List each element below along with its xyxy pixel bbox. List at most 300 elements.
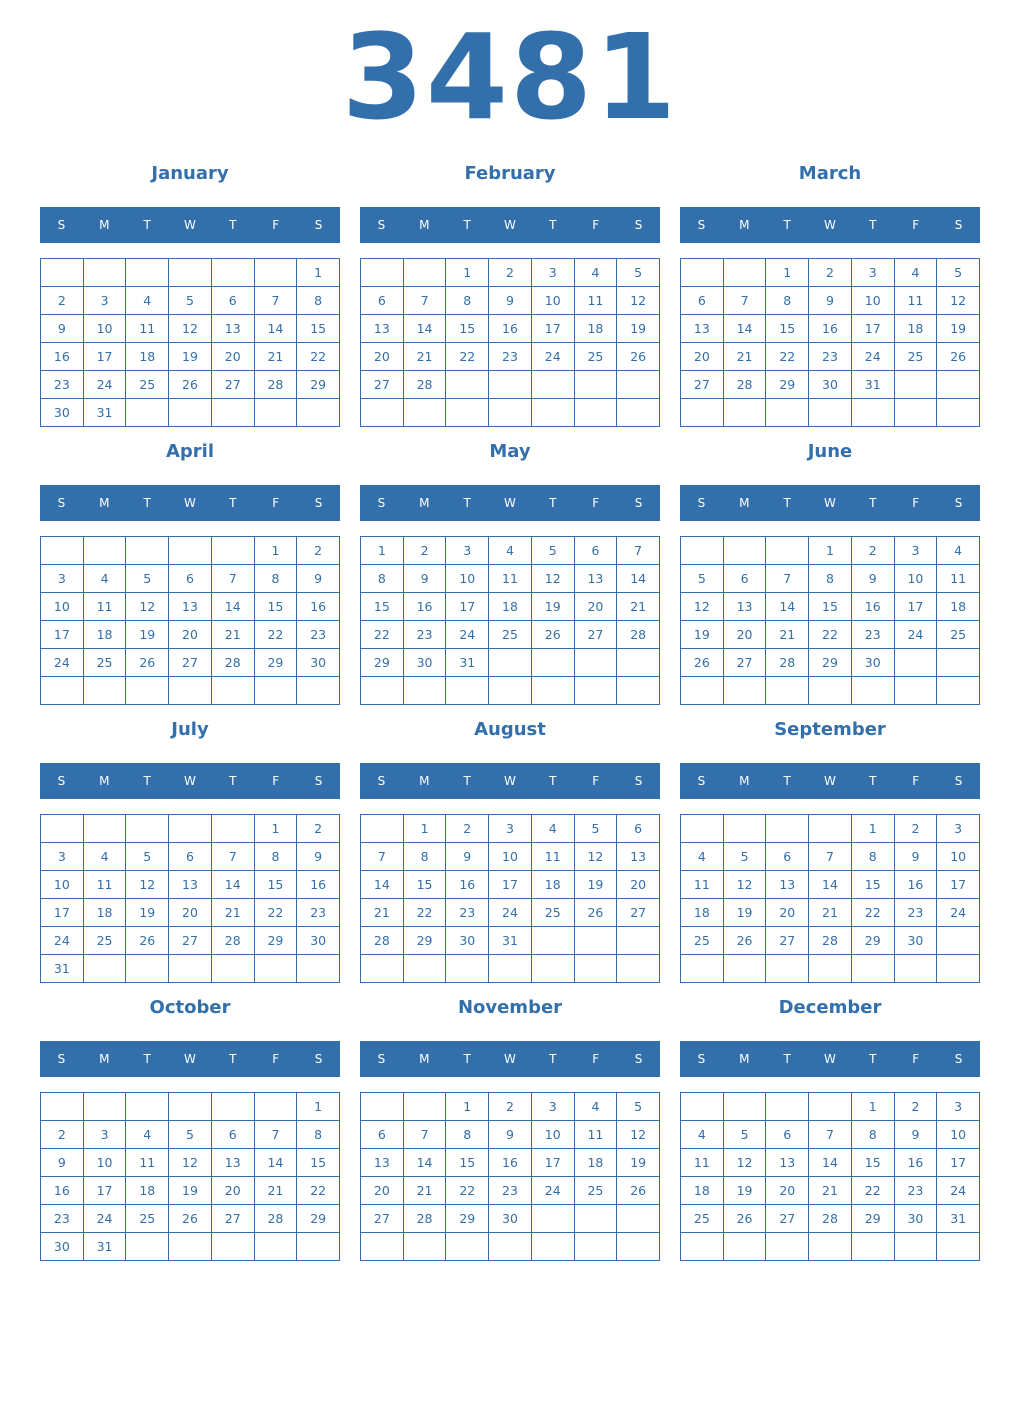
day-cell: 16 [446,871,489,899]
empty-day-cell [404,677,447,705]
day-cell: 23 [297,621,340,649]
weekday-header [360,1041,660,1077]
day-cell: 12 [126,593,169,621]
empty-day-cell [724,537,767,565]
day-cell: 9 [41,1149,84,1177]
day-cell: 12 [724,871,767,899]
day-cell: 6 [169,565,212,593]
day-cell: 19 [126,621,169,649]
month-name: February [464,163,556,184]
day-cell: 18 [681,899,724,927]
day-cell: 13 [575,565,618,593]
weekday-label: T [229,1052,237,1066]
day-cell: 14 [809,871,852,899]
day-cell: 14 [361,871,404,899]
day-cell: 20 [575,593,618,621]
day-cell: 20 [169,899,212,927]
weekday-label: T [869,774,877,788]
day-cell: 12 [724,1149,767,1177]
day-cell: 9 [446,843,489,871]
weekday-label: T [549,496,557,510]
day-cell: 25 [126,1205,169,1233]
empty-day-cell [297,955,340,983]
day-cell: 10 [532,287,575,315]
day-cell: 15 [766,315,809,343]
day-cell: 26 [724,1205,767,1233]
day-cell: 2 [446,815,489,843]
day-cell: 22 [446,1177,489,1205]
empty-day-cell [681,537,724,565]
empty-day-cell [84,259,127,287]
weekday-header [360,485,660,521]
day-cell: 21 [617,593,660,621]
empty-day-cell [446,677,489,705]
day-cell: 25 [84,649,127,677]
day-cell: 3 [489,815,532,843]
month-september [680,716,980,982]
weekday-label: S [314,1052,323,1066]
weekday-label: S [954,774,963,788]
month-january [40,160,340,426]
day-cell: 26 [617,343,660,371]
day-cell: 28 [809,1205,852,1233]
day-cell: 3 [937,815,980,843]
day-cell: 6 [575,537,618,565]
empty-day-cell [41,537,84,565]
empty-day-cell [809,1093,852,1121]
day-cell: 20 [617,871,660,899]
day-cell: 14 [212,593,255,621]
day-cell: 8 [446,287,489,315]
day-cell: 7 [255,1121,298,1149]
weekday-label: M [739,774,750,788]
day-cell: 29 [297,371,340,399]
empty-day-cell [41,815,84,843]
day-cell: 19 [169,343,212,371]
weekday-label: M [419,218,430,232]
day-cell: 21 [255,1177,298,1205]
month-name: January [151,163,229,184]
day-cell: 13 [681,315,724,343]
day-cell: 22 [766,343,809,371]
day-cell: 30 [852,649,895,677]
day-cell: 17 [937,1149,980,1177]
month-august [360,716,660,982]
day-cell: 25 [575,343,618,371]
day-cell: 2 [41,1121,84,1149]
empty-day-cell [489,1233,532,1261]
empty-day-cell [84,815,127,843]
empty-day-cell [895,371,938,399]
day-cell: 18 [126,1177,169,1205]
day-cell: 5 [681,565,724,593]
day-cell: 28 [617,621,660,649]
weekday-label: T [869,1052,877,1066]
day-cell: 9 [809,287,852,315]
day-cell: 24 [937,899,980,927]
day-cell: 23 [446,899,489,927]
weekday-label: M [99,774,110,788]
day-cell: 29 [255,927,298,955]
weekday-label: W [184,774,196,788]
day-cell: 6 [617,815,660,843]
day-cell: 12 [575,843,618,871]
day-cell: 24 [41,649,84,677]
weekday-label: F [272,218,280,232]
weekday-label: F [912,496,920,510]
weekday-label: T [143,774,151,788]
day-cell: 4 [84,843,127,871]
day-cell: 11 [575,287,618,315]
day-cell: 2 [852,537,895,565]
day-cell: 13 [361,315,404,343]
day-cell: 29 [297,1205,340,1233]
day-cell: 27 [212,371,255,399]
days-grid [680,536,980,705]
day-cell: 24 [532,1177,575,1205]
empty-day-cell [169,677,212,705]
empty-day-cell [937,649,980,677]
day-cell: 25 [895,343,938,371]
day-cell: 13 [169,871,212,899]
day-cell: 17 [489,871,532,899]
days-grid [360,536,660,705]
empty-day-cell [126,1093,169,1121]
day-cell: 24 [937,1177,980,1205]
day-cell: 2 [489,1093,532,1121]
weekday-label: W [184,1052,196,1066]
day-cell: 10 [532,1121,575,1149]
day-cell: 4 [84,565,127,593]
day-cell: 5 [724,1121,767,1149]
day-cell: 1 [766,259,809,287]
day-cell: 22 [852,1177,895,1205]
day-cell: 15 [255,593,298,621]
empty-day-cell [41,677,84,705]
day-cell: 11 [84,593,127,621]
day-cell: 5 [575,815,618,843]
weekday-label: T [783,774,791,788]
day-cell: 18 [84,621,127,649]
day-cell: 19 [617,1149,660,1177]
day-cell: 8 [297,287,340,315]
weekday-label: W [824,496,836,510]
day-cell: 9 [297,843,340,871]
empty-day-cell [212,1233,255,1261]
empty-day-cell [446,371,489,399]
day-cell: 14 [255,315,298,343]
day-cell: 5 [169,287,212,315]
weekday-label: T [229,218,237,232]
empty-day-cell [809,399,852,427]
empty-day-cell [84,537,127,565]
day-cell: 3 [41,843,84,871]
day-cell: 28 [255,371,298,399]
empty-day-cell [532,1205,575,1233]
day-cell: 13 [361,1149,404,1177]
month-name: April [165,441,215,462]
weekday-label: W [504,1052,516,1066]
empty-day-cell [532,371,575,399]
month-october [40,994,340,1260]
day-cell: 16 [404,593,447,621]
day-cell: 30 [297,649,340,677]
day-cell: 18 [937,593,980,621]
day-cell: 21 [404,1177,447,1205]
month-name: July [171,719,209,740]
weekday-label: F [592,1052,600,1066]
day-cell: 25 [126,371,169,399]
day-cell: 23 [895,1177,938,1205]
empty-day-cell [617,1233,660,1261]
day-cell: 2 [41,287,84,315]
day-cell: 2 [297,537,340,565]
day-cell: 24 [84,371,127,399]
day-cell: 6 [766,1121,809,1149]
day-cell: 3 [852,259,895,287]
empty-day-cell [617,399,660,427]
day-cell: 6 [361,1121,404,1149]
empty-day-cell [809,1233,852,1261]
day-cell: 28 [404,1205,447,1233]
day-cell: 1 [297,1093,340,1121]
day-cell: 1 [297,259,340,287]
weekday-label: S [57,1052,66,1066]
empty-day-cell [126,537,169,565]
day-cell: 6 [681,287,724,315]
empty-day-cell [766,1093,809,1121]
empty-day-cell [532,399,575,427]
empty-day-cell [169,1233,212,1261]
day-cell: 2 [895,815,938,843]
day-cell: 18 [84,899,127,927]
weekday-label: S [57,496,66,510]
day-cell: 26 [126,927,169,955]
empty-day-cell [937,927,980,955]
day-cell: 29 [446,1205,489,1233]
day-cell: 14 [617,565,660,593]
month-name: May [489,441,531,462]
day-cell: 26 [169,371,212,399]
day-cell: 12 [169,315,212,343]
empty-day-cell [617,649,660,677]
day-cell: 2 [404,537,447,565]
weekday-label: S [697,496,706,510]
weekday-header [40,1041,340,1077]
day-cell: 11 [681,871,724,899]
weekday-header [360,207,660,243]
day-cell: 31 [852,371,895,399]
weekday-label: S [377,496,386,510]
month-june [680,438,980,704]
empty-day-cell [361,1093,404,1121]
empty-day-cell [532,677,575,705]
day-cell: 8 [361,565,404,593]
day-cell: 9 [895,843,938,871]
empty-day-cell [532,927,575,955]
months-grid [40,160,980,1260]
day-cell: 1 [255,537,298,565]
day-cell: 22 [255,899,298,927]
day-cell: 5 [169,1121,212,1149]
weekday-label: W [184,496,196,510]
day-cell: 16 [809,315,852,343]
month-name: March [798,163,862,184]
day-cell: 23 [852,621,895,649]
weekday-label: M [419,1052,430,1066]
day-cell: 21 [404,343,447,371]
weekday-label: W [184,218,196,232]
day-cell: 28 [212,927,255,955]
weekday-label: T [549,774,557,788]
day-cell: 3 [41,565,84,593]
day-cell: 19 [724,1177,767,1205]
days-grid [40,258,340,427]
day-cell: 16 [489,315,532,343]
day-cell: 16 [895,871,938,899]
empty-day-cell [681,677,724,705]
empty-day-cell [575,955,618,983]
day-cell: 7 [766,565,809,593]
weekday-header [680,1041,980,1077]
day-cell: 30 [809,371,852,399]
empty-day-cell [41,259,84,287]
day-cell: 8 [766,287,809,315]
day-cell: 4 [489,537,532,565]
day-cell: 27 [212,1205,255,1233]
day-cell: 10 [895,565,938,593]
month-name: September [774,719,886,740]
day-cell: 4 [681,1121,724,1149]
day-cell: 27 [766,927,809,955]
empty-day-cell [489,371,532,399]
day-cell: 4 [575,259,618,287]
day-cell: 25 [84,927,127,955]
weekday-label: F [272,774,280,788]
month-july [40,716,340,982]
day-cell: 7 [404,1121,447,1149]
day-cell: 4 [126,1121,169,1149]
day-cell: 10 [84,1149,127,1177]
day-cell: 17 [41,899,84,927]
day-cell: 22 [809,621,852,649]
empty-day-cell [617,371,660,399]
day-cell: 14 [212,871,255,899]
day-cell: 18 [681,1177,724,1205]
weekday-label: S [314,496,323,510]
year-title: 3481 [341,8,679,146]
day-cell: 21 [809,1177,852,1205]
day-cell: 22 [446,343,489,371]
day-cell: 12 [617,287,660,315]
weekday-label: S [634,774,643,788]
day-cell: 8 [297,1121,340,1149]
weekday-label: T [463,496,471,510]
day-cell: 15 [361,593,404,621]
empty-day-cell [404,1233,447,1261]
day-cell: 4 [575,1093,618,1121]
weekday-label: M [739,496,750,510]
empty-day-cell [532,955,575,983]
empty-day-cell [126,677,169,705]
empty-day-cell [809,815,852,843]
day-cell: 28 [404,371,447,399]
month-name: October [149,997,231,1018]
day-cell: 5 [617,259,660,287]
weekday-label: W [824,1052,836,1066]
empty-day-cell [169,815,212,843]
empty-day-cell [84,1093,127,1121]
days-grid [360,258,660,427]
empty-day-cell [212,259,255,287]
empty-day-cell [404,259,447,287]
empty-day-cell [575,677,618,705]
day-cell: 27 [169,927,212,955]
day-cell: 10 [852,287,895,315]
empty-day-cell [84,677,127,705]
empty-day-cell [766,399,809,427]
day-cell: 10 [937,843,980,871]
day-cell: 28 [361,927,404,955]
day-cell: 19 [681,621,724,649]
day-cell: 28 [766,649,809,677]
day-cell: 16 [489,1149,532,1177]
day-cell: 4 [895,259,938,287]
month-april [40,438,340,704]
empty-day-cell [575,1233,618,1261]
empty-day-cell [489,649,532,677]
day-cell: 1 [809,537,852,565]
day-cell: 14 [404,315,447,343]
day-cell: 12 [169,1149,212,1177]
empty-day-cell [169,955,212,983]
empty-day-cell [852,1233,895,1261]
weekday-label: W [824,218,836,232]
day-cell: 11 [575,1121,618,1149]
empty-day-cell [446,399,489,427]
day-cell: 22 [255,621,298,649]
day-cell: 12 [126,871,169,899]
day-cell: 24 [489,899,532,927]
day-cell: 18 [532,871,575,899]
day-cell: 7 [809,1121,852,1149]
day-cell: 29 [852,1205,895,1233]
day-cell: 27 [361,371,404,399]
day-cell: 5 [532,537,575,565]
day-cell: 30 [404,649,447,677]
day-cell: 16 [41,343,84,371]
empty-day-cell [724,815,767,843]
empty-day-cell [255,677,298,705]
weekday-header [40,207,340,243]
day-cell: 5 [126,843,169,871]
weekday-label: M [99,496,110,510]
day-cell: 5 [724,843,767,871]
day-cell: 29 [766,371,809,399]
day-cell: 1 [446,1093,489,1121]
day-cell: 25 [681,927,724,955]
weekday-label: S [314,218,323,232]
month-march [680,160,980,426]
empty-day-cell [255,259,298,287]
days-grid [360,1092,660,1261]
day-cell: 18 [895,315,938,343]
month-november [360,994,660,1260]
empty-day-cell [489,955,532,983]
day-cell: 20 [766,1177,809,1205]
month-name: November [457,997,563,1018]
day-cell: 19 [126,899,169,927]
